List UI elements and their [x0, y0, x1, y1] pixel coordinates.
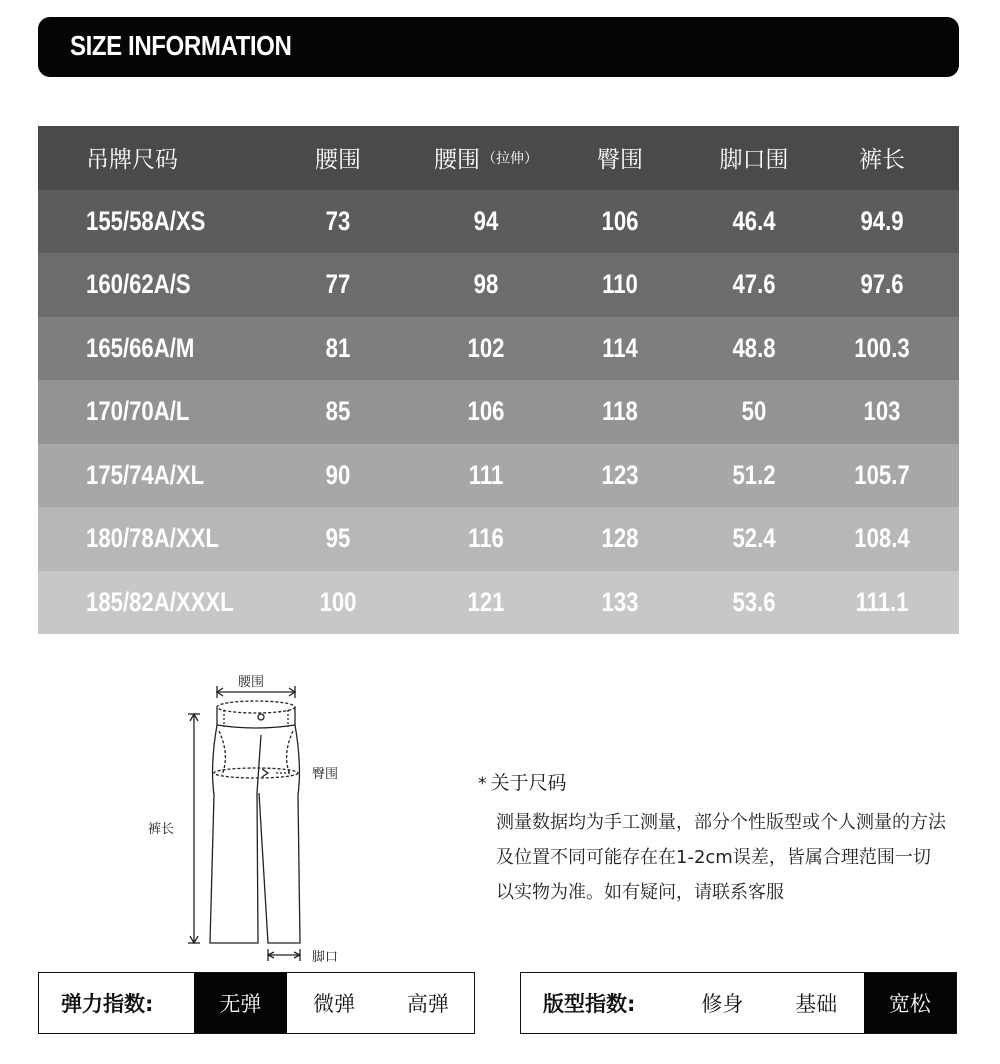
header-bar: [38, 17, 959, 77]
table-row: [38, 190, 959, 254]
elasticity-option-none: 无弹: [194, 973, 286, 1033]
fit-option-regular: 基础: [795, 992, 838, 1016]
cell-waist-stretched: 111: [468, 459, 504, 490]
cell-waist-stretched: 94: [473, 205, 499, 236]
cell-tag-size: 185/82A/XXXL: [86, 586, 234, 617]
cell-tag-size: 180/78A/XXL: [86, 523, 219, 554]
table-row: [38, 571, 959, 635]
header-hem: 脚口围: [719, 147, 789, 174]
elasticity-index: [38, 972, 475, 1034]
header-waist: 腰围: [315, 147, 361, 174]
cell-hip: 133: [601, 586, 639, 617]
cell-hip: 114: [602, 332, 638, 363]
table-row: [38, 253, 959, 317]
cell-hip: 118: [602, 396, 638, 427]
cell-length: 103: [863, 396, 901, 427]
size-table: [38, 126, 959, 634]
cell-tag-size: 160/62A/S: [86, 269, 191, 300]
cell-waist: 77: [325, 269, 351, 300]
cell-waist-stretched: 106: [467, 396, 505, 427]
size-note: [478, 768, 958, 910]
header-tag-size: 吊牌尺码: [86, 147, 178, 174]
size-note-title: [478, 768, 958, 795]
cell-length: 111.1: [855, 586, 909, 617]
cell-waist-stretched: 121: [467, 586, 505, 617]
cell-hip: 110: [602, 269, 638, 300]
cell-length: 97.6: [860, 269, 904, 300]
elasticity-option-slight: 微弹: [313, 992, 356, 1016]
cell-length: 94.9: [860, 205, 904, 236]
cell-hip: 123: [601, 459, 639, 490]
fit-index: [520, 972, 957, 1034]
elasticity-option-high: 高弹: [406, 992, 449, 1016]
cell-length: 108.4: [854, 523, 910, 554]
diagram-hip-label: 臀围: [312, 767, 339, 782]
cell-waist-stretched: 98: [473, 269, 499, 300]
cell-hem: 52.4: [732, 523, 776, 554]
header-stretch-note: （拉伸）: [482, 150, 538, 167]
cell-hem: 47.6: [732, 269, 776, 300]
cell-length: 100.3: [854, 332, 910, 363]
cell-hip: 128: [601, 523, 639, 554]
cell-hem: 53.6: [732, 586, 776, 617]
cell-tag-size: 175/74A/XL: [86, 459, 205, 490]
cell-tag-size: 165/66A/M: [86, 332, 195, 363]
cell-waist-stretched: 116: [468, 523, 504, 554]
table-row: [38, 507, 959, 571]
cell-waist: 100: [319, 586, 357, 617]
cell-waist: 81: [325, 332, 351, 363]
header-waist-stretched-label: 腰围: [434, 147, 480, 174]
table-header-row: [38, 126, 959, 190]
fit-label: 版型指数:: [543, 992, 636, 1016]
diagram-length-label: 裤长: [148, 822, 175, 837]
cell-hem: 48.8: [732, 332, 776, 363]
header-hip: 臀围: [597, 147, 643, 174]
fit-option-loose: 宽松: [864, 973, 956, 1033]
page-title: SIZE INFORMATION: [70, 30, 292, 61]
cell-hem: 51.2: [732, 459, 776, 490]
table-row: [38, 444, 959, 508]
size-note-text: 测量数据均为手工测量，部分个性版型或个人测量的方法及位置不同可能存在在1-2cm误差，皆属合理范围一切以实物为准。如有疑问，请联系客服: [496, 812, 946, 903]
diagram-waist-label: 腰围: [238, 675, 265, 690]
cell-tag-size: 170/70A/L: [86, 396, 190, 427]
note-star: *: [478, 774, 487, 794]
cell-waist: 73: [325, 205, 351, 236]
cell-hem: 46.4: [732, 205, 776, 236]
cell-waist: 95: [325, 523, 351, 554]
pants-diagram: [140, 665, 400, 965]
cell-waist: 90: [325, 459, 351, 490]
cell-tag-size: 155/58A/XS: [86, 205, 206, 236]
pants-icon: [140, 665, 400, 965]
cell-waist-stretched: 102: [467, 332, 505, 363]
note-title-text: 关于尺码: [490, 772, 567, 794]
header-length: 裤长: [859, 147, 905, 174]
cell-waist: 85: [325, 396, 351, 427]
elasticity-label: 弹力指数:: [61, 992, 154, 1016]
table-row: [38, 317, 959, 381]
diagram-hem-label: 脚口: [312, 950, 339, 965]
cell-hem: 50: [741, 396, 767, 427]
header-waist-stretched: [434, 126, 538, 190]
table-row: [38, 380, 959, 444]
fit-option-slim: 修身: [701, 992, 744, 1016]
cell-hip: 106: [601, 205, 639, 236]
cell-length: 105.7: [854, 459, 910, 490]
